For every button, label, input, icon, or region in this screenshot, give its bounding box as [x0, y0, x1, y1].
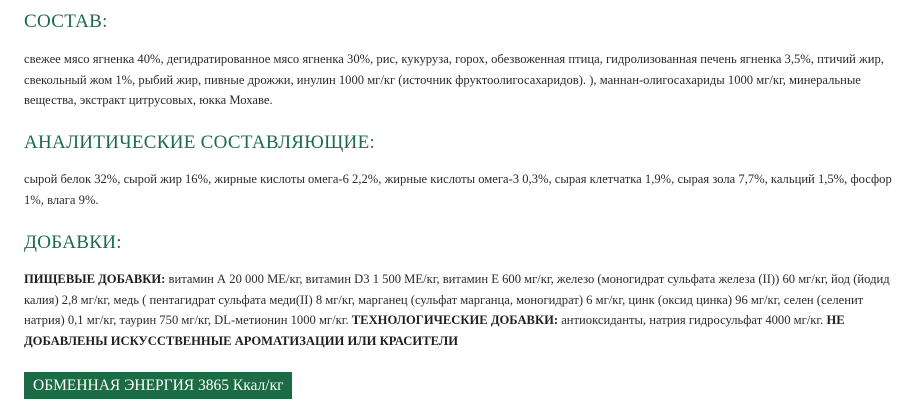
additives-text	[24, 269, 899, 351]
technological-additives-text: антиоксиданты, натрия гидросульфат 4000 мг/кг.	[558, 313, 827, 327]
no-artificial-notice: НЕ ДОБАВЛЕНЫ ИСКУССТВЕННЫЕ АРОМАТИЗАЦИИ ИЛИ КРАСИТЕЛИ	[24, 313, 845, 348]
analytical-text: сырой белок 32%, сырой жир 16%, жирные кислоты омега-6 2,2%, жирные кислоты омега-3 0,3%, сырая клетчатка 1,9%, сырая зола 7,7%, кальций 1,5%, фосфор 1%, влага 9%.	[24, 172, 892, 207]
technological-additives-label: ТЕХНОЛОГИЧЕСКИЕ ДОБАВКИ:	[351, 313, 559, 327]
analytical-heading: АНАЛИТИЧЕСКИЕ СОСТАВЛЯЮЩИЕ:	[24, 132, 376, 153]
nutritional-additives-label: ПИЩЕВЫЕ ДОБАВКИ:	[24, 272, 166, 286]
composition-heading: СОСТАВ:	[24, 11, 108, 32]
metabolizable-energy-badge: ОБМЕННАЯ ЭНЕРГИЯ 3865 Ккал/кг	[24, 372, 292, 399]
nutritional-additives-text: витамин А 20 000 МЕ/кг, витамин D3 1 500 МЕ/кг, витамин Е 600 мг/кг, железо (моногидрат сульфата железа (II)) 60 мг/кг, йод (йодид калия) 2,8 мг/кг, медь ( пентагидрат сульфата меди(II) 8 мг/кг, марганец (сульфат марганца, моногидрат) 6 мг/кг, цинк (оксид цинка) 96 мг/кг, селен (селенит натрия) 0,1 мг/кг, таурин 750 мг/кг, DL-метионин 1000 мг/кг.	[24, 272, 890, 327]
composition-text: свежее мясо ягненка 40%, дегидратированное мясо ягненка 30%, рис, кукуруза, горох, обезвоженная птица, гидролизованная печень ягненка 3,5%, птичий жир, свекольный жом 1%, рыбий жир, пивные дрожжи, инулин 1000 мг/кг (источник фруктоолигосахаридов). ), маннан-олигосахариды 1000 мг/кг, минеральные вещества, экстракт цитрусовых, юкка Мохаве.	[24, 52, 884, 107]
additives-heading: ДОБАВКИ:	[24, 232, 122, 253]
